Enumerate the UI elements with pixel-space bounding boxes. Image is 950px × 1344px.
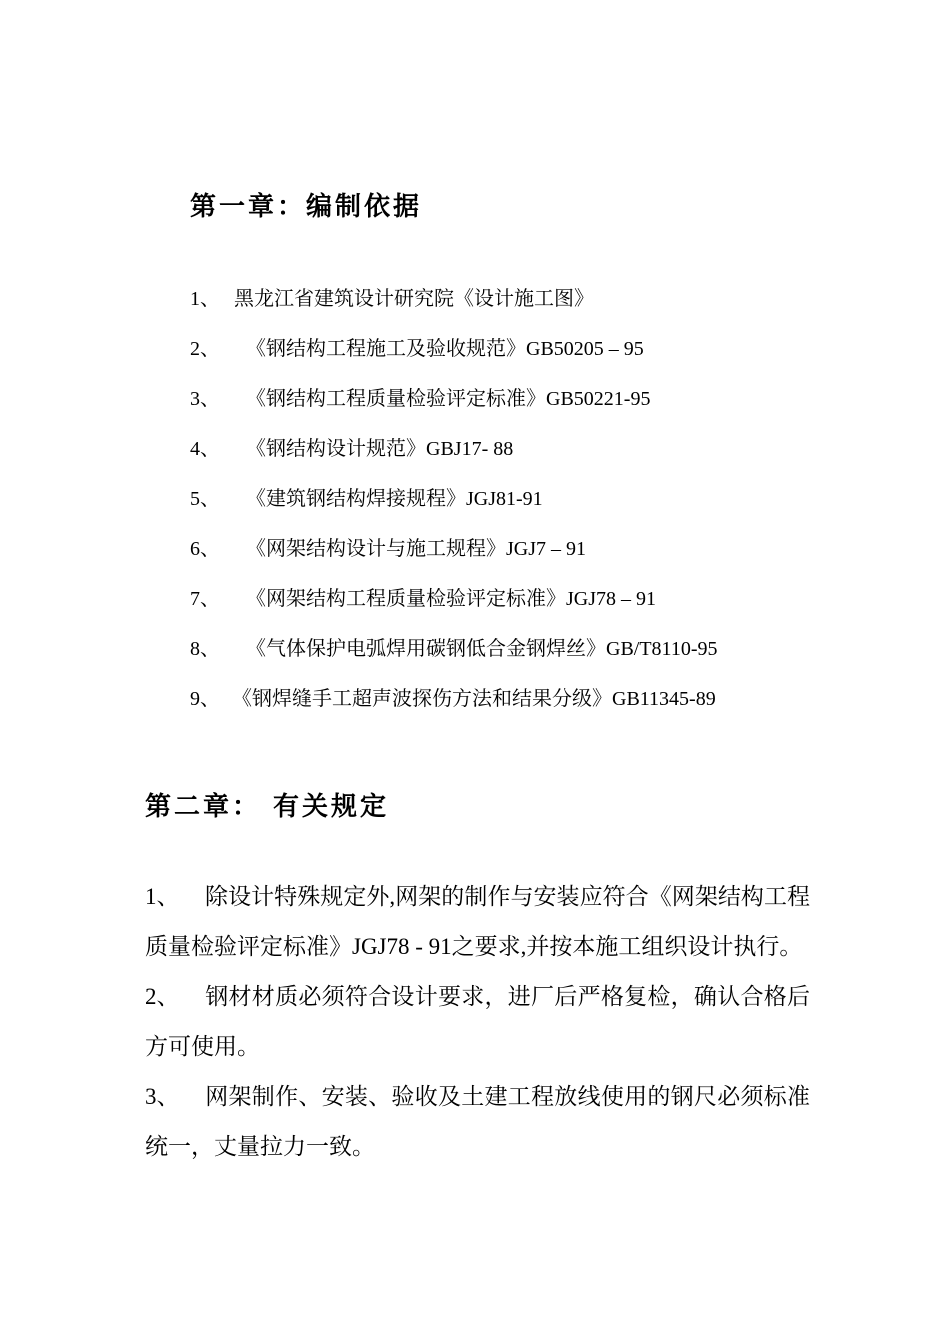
regulation-number: 1、 <box>145 884 180 909</box>
reference-text: 《网架结构工程质量检验评定标准》JGJ78 – 91 <box>246 588 657 610</box>
reference-number: 6、 <box>190 538 220 560</box>
regulation-number: 3、 <box>145 1084 180 1109</box>
reference-item <box>190 479 717 529</box>
regulation-text: 钢材材质必须符合设计要求，进厂后严格复检，确认合格后方可使用。 <box>145 984 810 1059</box>
chapter-2-title: 第二章： 有关规定 <box>145 792 390 822</box>
regulation-item <box>145 972 810 1072</box>
reference-number: 8、 <box>190 638 220 660</box>
regulation-list <box>145 872 810 1172</box>
reference-item <box>190 429 717 479</box>
chapter-1-title: 第一章：编制依据 <box>190 192 423 222</box>
reference-item <box>190 279 717 329</box>
regulation-text: 网架制作、安装、验收及土建工程放线使用的钢尺必须标准统一，丈量拉力一致。 <box>145 1084 810 1159</box>
regulation-item <box>145 872 810 972</box>
reference-number: 2、 <box>190 338 220 360</box>
reference-item <box>190 579 717 629</box>
reference-text: 黑龙江省建筑设计研究院《设计施工图》 <box>234 288 594 310</box>
regulation-item <box>145 1072 810 1172</box>
reference-item <box>190 329 717 379</box>
reference-text: 《钢结构设计规范》GBJ17- 88 <box>246 438 514 460</box>
reference-text: 《钢结构工程质量检验评定标准》GB50221-95 <box>246 388 651 410</box>
reference-item <box>190 629 717 679</box>
reference-list <box>190 279 717 729</box>
regulation-number: 2、 <box>145 984 180 1009</box>
reference-number: 5、 <box>190 488 220 510</box>
reference-item <box>190 529 717 579</box>
regulation-text: 除设计特殊规定外,网架的制作与安装应符合《网架结构工程质量检验评定标准》JGJ78 - 91之要求,并按本施工组织设计执行。 <box>145 884 810 959</box>
reference-item <box>190 679 717 729</box>
reference-number: 7、 <box>190 588 220 610</box>
reference-text: 《钢焊缝手工超声波探伤方法和结果分级》GB11345-89 <box>232 688 716 710</box>
reference-item <box>190 379 717 429</box>
reference-text: 《钢结构工程施工及验收规范》GB50205 – 95 <box>246 338 644 360</box>
reference-text: 《网架结构设计与施工规程》JGJ7 – 91 <box>246 538 587 560</box>
reference-number: 4、 <box>190 438 220 460</box>
reference-number: 9、 <box>190 688 220 710</box>
reference-number: 3、 <box>190 388 220 410</box>
reference-text: 《气体保护电弧焊用碳钢低合金钢焊丝》GB/T8110-95 <box>246 638 718 660</box>
reference-number: 1、 <box>190 288 220 310</box>
reference-text: 《建筑钢结构焊接规程》JGJ81-91 <box>246 488 543 510</box>
